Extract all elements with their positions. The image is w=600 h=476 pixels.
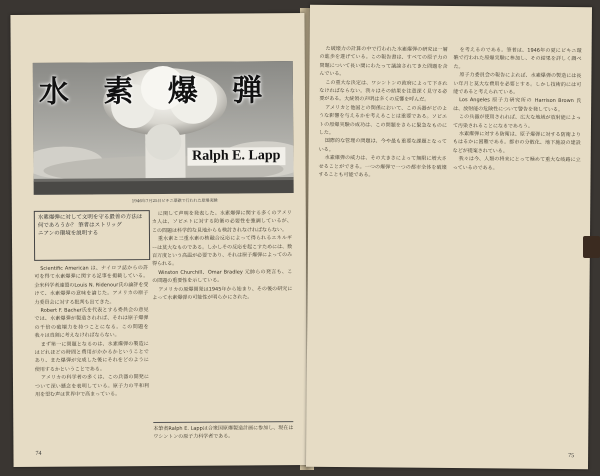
author-name: Ralph E. Lapp <box>187 147 285 166</box>
page-number-left: 74 <box>35 450 42 457</box>
left-page-column-2 <box>152 209 293 420</box>
paragraph: まず第一に問題となるのは、水素爆弾の製造にはどれほどの時間と費用がかかるかということであり、また爆弾が完成した後にそれをどのように使用するかということである。 <box>34 340 149 373</box>
left-page-column-1 <box>34 264 149 445</box>
paragraph: Los Angeles 原子力研究所の Harrison Brown 氏は、放射能の危険性について警告を発している。 <box>453 97 582 113</box>
mushroom-cloud-photo <box>33 61 294 195</box>
paragraph: 水素爆弾に対する防衛は、原子爆弾に対する防衛よりもはるかに困難である。都市の分散化、地下施設の建設などが提案されている。 <box>452 131 581 155</box>
paragraph: 我々は今、人類の将来にとって極めて重大な岐路に立っているのである。 <box>452 156 581 172</box>
left-page <box>10 13 307 467</box>
paragraph: 重水素と三重水素の核融合反応によって得られるエネルギーは莫大なものである。しかしその反応を起こすためには、数百万度という高温が必要であり、それは原子爆弾によってのみ得られる。 <box>152 235 293 268</box>
paragraph: アメリカと他国との関係において、この兵器がどのような影響を与えるかを考えることは重要である。ソビエトの原爆実験の成功は、この問題をさらに緊急なものにした。 <box>318 104 448 137</box>
paragraph: た破壊力の計算の中で行われた水素爆弾の研究は一層の進歩を遂げている。この報告書は、すべての原子力の問題について長い間にわたって議論されてきた問題を含んでいる。 <box>319 45 448 78</box>
footnote-rule <box>153 421 293 423</box>
paragraph: Robert F. Bacher氏を代表とする委員会の意見では、水素爆弾が製造されれば、それは原子爆弾の千倍の破壊力を持つことになる。この問題を我々は真剣に考えなければならない。 <box>34 307 149 340</box>
paragraph: Scientific American は、ナイロフ誌からの許可を得て水素爆弾に関する記事を掲載している。全米科学者連盟のLouis N. Ridenour氏の論評を受けて、水素爆弾の意味を論じた。アメリカの原子力委員会に対する批判も出てきた。 <box>34 265 149 306</box>
right-page-column-2 <box>450 46 581 447</box>
paragraph: アメリカの原爆開発は1945年から始まり、その後の研究によって水素爆弾の可能性が明らかにされた。 <box>152 285 293 302</box>
right-page-column-1 <box>316 45 447 446</box>
lead-line: ニアンの環境を説明する <box>37 230 99 237</box>
paragraph: この重大な決定は、ワシントンの政府によって下されなければならない。我々はその結果を注意深く見守る必要がある。大統領の声明は多くの反響を呼んだ。 <box>319 79 448 104</box>
lead-line: 水素爆弾に対して文明を守る最善の方法は何であろうか？ 筆者はストリッグ <box>37 214 143 229</box>
paragraph: 国際的な管理の問題は、今や最も重要な課題となっている。 <box>318 138 447 153</box>
lead-box <box>34 210 150 261</box>
page-number-right: 75 <box>568 453 575 460</box>
article-headline: 水 素 爆 弾 <box>38 73 275 110</box>
author-footnote: 本筆者Ralph E. Lappは合衆国原爆製造計画に参加し、現在はワシントンの原子力科学者である。 <box>153 425 294 441</box>
paragraph: アメリカの科学者の多くは、この兵器の開発について深い懸念を表明している。原子力の平和利用を望む声は世界中で高まっている。 <box>34 374 150 398</box>
bookmark-tab <box>583 236 600 258</box>
right-page <box>306 5 592 469</box>
paragraph: に関して声明を発表した。水素爆弾に関する多くのアメリカ人は、ソビエトに対する防衛の必要性を強調しているが、この問題は科学的な見地からも検討されなければならない。 <box>151 210 292 234</box>
paragraph: 原子力委員会の報告によれば、水素爆弾の製造には長い年月と莫大な費用を必要とする。しかし技術的には可能であると考えられている。 <box>453 72 582 96</box>
paragraph: Winston Churchill、Omar Bradley 元帥らの発言も、この問題の重要性を示している。 <box>152 268 293 285</box>
paragraph: この兵器が使用されれば、広大な地域が放射能によって汚染されることになるであろう。 <box>452 114 582 130</box>
paragraph: 水素爆弾の威力は、その大きさによって無限に増大させることができる。一つの爆弾で一つの都市全体を破壊することも可能である。 <box>318 155 447 179</box>
photo-caption: 1946年7月25日ビキニ環礁で行われた原爆実験 <box>131 197 218 204</box>
paragraph: を考えるのである。筆者は、1946年の夏にビキニ環礁で行われた原爆実験に参加し、その結果を詳しく調べた。 <box>453 47 582 70</box>
